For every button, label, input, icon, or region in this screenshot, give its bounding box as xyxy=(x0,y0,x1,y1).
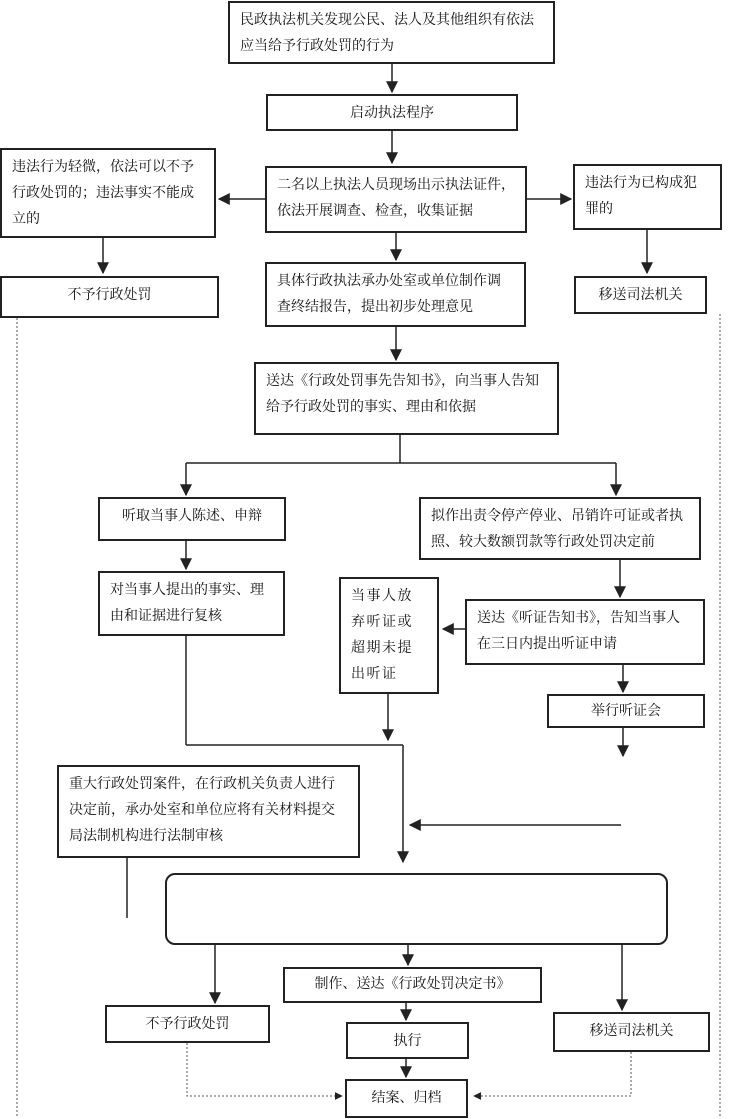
box-investigate-text: 二名以上执法人员现场出示执法证件，依法开展调查、检查，收集证据 xyxy=(277,177,515,219)
box-legal-review-text: 重大行政处罚案件，在行政机关负责人进行决定前，承办处室和单位应将有关材料提交局法制机构进行法制审核 xyxy=(69,776,335,844)
box-review-text: 对当事人提出的事实、理由和证据进行复核 xyxy=(110,582,264,624)
box-start xyxy=(266,94,518,131)
box-review xyxy=(98,571,285,636)
box-transfer-bottom-text: 移送司法机关 xyxy=(589,1023,674,1039)
box-close-text: 结案、归档 xyxy=(371,1090,442,1106)
box-report-text: 具体行政执法承办处室或单位制作调查终结报告，提出初步处理意见 xyxy=(277,273,501,315)
box-decision xyxy=(165,873,668,945)
box-execute xyxy=(346,1022,469,1059)
box-hearing-notice xyxy=(465,599,705,665)
box-minor xyxy=(0,148,216,238)
box-discover-text: 民政执法机关发现公民、法人及其他组织有依法应当给予行政处罚的行为 xyxy=(240,12,534,54)
box-no-penalty-bottom xyxy=(105,1005,270,1043)
box-notice xyxy=(254,362,559,435)
box-major-penalty xyxy=(419,497,701,560)
box-transfer-bottom xyxy=(553,1012,710,1052)
box-waive-text: 当事人放弃听证或超期未提出听证 xyxy=(351,588,413,682)
box-crime-text: 违法行为已构成犯罪的 xyxy=(585,175,697,217)
box-minor-text: 违法行为轻微，依法可以不予行政处罚的；违法事实不能成立的 xyxy=(12,159,194,227)
box-hearing-notice-text: 送达《听证告知书》，告知当事人在三日内提出听证申请 xyxy=(477,610,680,652)
box-no-penalty-top-text: 不予行政处罚 xyxy=(67,287,152,303)
box-major-penalty-text: 拟作出责令停产停业、吊销许可证或者执照、较大数额罚款等行政处罚决定前 xyxy=(431,508,683,550)
box-hold-hearing-text: 举行听证会 xyxy=(591,703,661,719)
box-hear-statement xyxy=(98,497,286,541)
box-transfer-top xyxy=(574,276,707,314)
box-report xyxy=(265,262,526,327)
box-execute-text: 执行 xyxy=(393,1033,422,1049)
box-hear-statement-text: 听取当事人陈述、申辩 xyxy=(122,508,262,524)
box-start-text: 启动执法程序 xyxy=(350,105,434,121)
box-no-penalty-top xyxy=(0,276,219,318)
box-make-decision-text: 制作、送达《行政处罚决定书》 xyxy=(314,976,511,992)
box-transfer-top-text: 移送司法机关 xyxy=(598,287,683,303)
box-no-penalty-bottom-text: 不予行政处罚 xyxy=(145,1016,230,1032)
box-make-decision xyxy=(283,967,542,1003)
box-waive xyxy=(339,577,439,694)
box-legal-review xyxy=(57,765,360,858)
box-hold-hearing xyxy=(547,694,705,728)
box-investigate xyxy=(265,166,527,233)
box-close xyxy=(345,1079,468,1118)
box-notice-text: 送达《行政处罚事先告知书》，向当事人告知给予行政处罚的事实、理由和依据 xyxy=(266,373,539,415)
box-discover xyxy=(228,1,555,64)
box-crime xyxy=(573,164,722,230)
